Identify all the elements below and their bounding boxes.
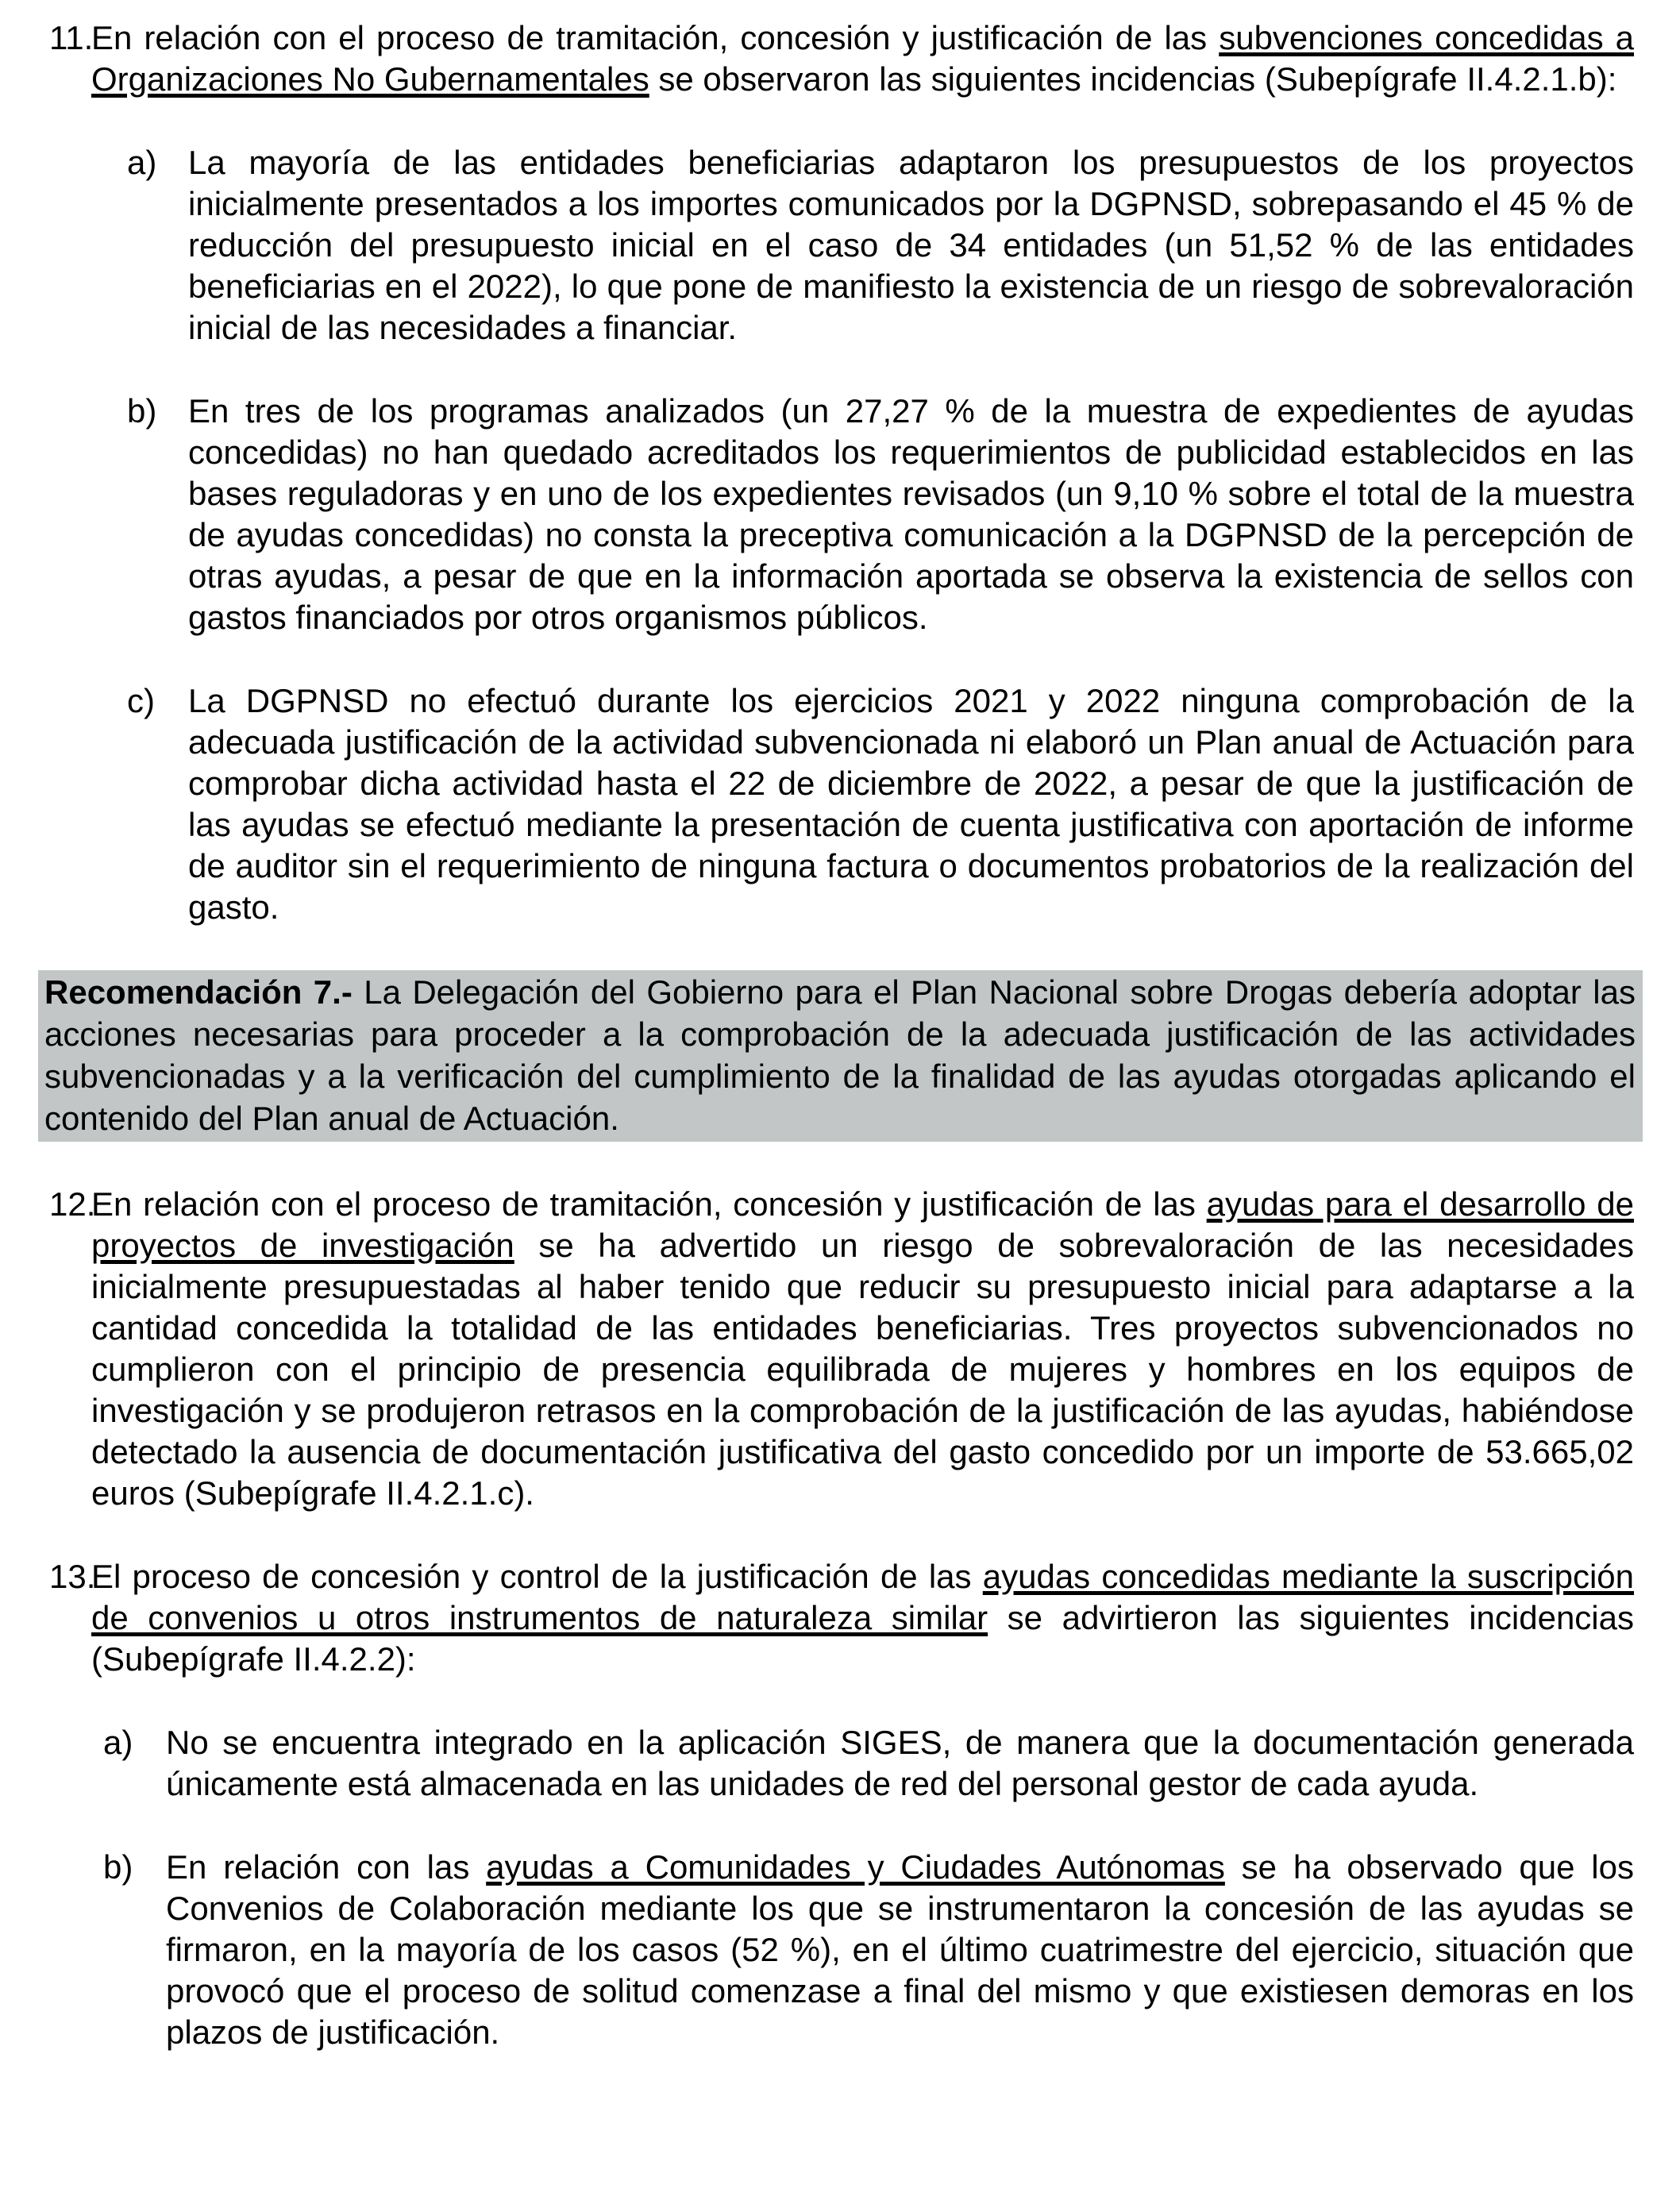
text-segment: En relación con las — [166, 1848, 487, 1886]
text-segment: En relación con el proceso de tramitación, concesión y justificación de las — [91, 1185, 1207, 1223]
finding-11-subitem-b — [127, 391, 1634, 638]
recommendation-7-text — [44, 971, 1636, 1139]
finding-13-subitem-a — [103, 1722, 1634, 1805]
subitem-b-text — [166, 1848, 1634, 2051]
finding-11-paragraph — [49, 17, 1634, 100]
subitem-b-label: b) — [103, 1848, 133, 1886]
subitem-c-text — [188, 682, 1634, 926]
subitem-b-text — [188, 392, 1634, 636]
text-segment: El proceso de concesión y control de la justificación de las — [91, 1558, 983, 1595]
text-segment: La mayoría de las entidades beneficiarias adaptaron los presupuestos de los proyectos inicialmente presentados a los importes comunicados por la DGPNSD, sobrepasando el 45 % de reducción del presupuesto inicial en el caso de 34 entidades (un 51,52 % de las entidades beneficiarias en el 2022), lo que pone de manifiesto la existencia de un riesgo de sobrevaloración inicial de las necesidades a financiar. — [188, 144, 1634, 346]
subitem-a-label: a) — [103, 1724, 133, 1761]
finding-11-number: 11. — [49, 19, 94, 56]
finding-11 — [0, 17, 1680, 928]
text-segment: La Delegación del Gobierno para el Plan Nacional sobre Drogas debería adoptar las acciones necesarias para proceder a la comprobación de la adecuada justificación de las actividades subvencionadas y a la verificación del cumplimiento de la finalidad de las ayudas otorgadas aplicando el contenido del Plan anual de Actuación. — [44, 973, 1636, 1137]
text-segment: se observaron las siguientes incidencias (Subepígrafe II.4.2.1.b): — [649, 60, 1617, 98]
finding-13-text — [91, 1558, 1634, 1678]
subitem-a-text — [166, 1724, 1634, 1802]
recommendation-7-box — [38, 970, 1643, 1142]
finding-13 — [0, 1556, 1680, 2053]
subitem-c-label: c) — [127, 682, 155, 719]
finding-11-subitem-c — [127, 680, 1634, 928]
finding-12 — [0, 1184, 1680, 1514]
text-segment: En tres de los programas analizados (un 27,27 % de la muestra de expedientes de ayudas concedidas) no han quedado acreditados los requerimientos de publicidad establecidos en las bases reguladoras y en uno de los expedientes revisados (un 9,10 % sobre el total de la muestra de ayudas concedidas) no consta la preceptiva comunicación a la DGPNSD de la percepción de otras ayudas, a pesar de que en la información aportada se observa la existencia de sellos con gastos financiados por otros organismos públicos. — [188, 392, 1634, 636]
subitem-b-label: b) — [127, 392, 157, 430]
text-segment: La DGPNSD no efectuó durante los ejercicios 2021 y 2022 ninguna comprobación de la adecuada justificación de la actividad subvencionada ni elaboró un Plan anual de Actuación para comprobar dicha actividad hasta el 22 de diciembre de 2022, a pesar de que la justificación de las ayudas se efectuó mediante la presentación de cuenta justificativa con aportación de informe de auditor sin el requerimiento de ninguna factura o documentos probatorios de la realización del gasto. — [188, 682, 1634, 926]
text-segment: En relación con el proceso de tramitación, concesión y justificación de las — [91, 19, 1220, 56]
subitem-a-text — [188, 144, 1634, 346]
finding-13-paragraph — [49, 1556, 1635, 1680]
finding-13-number: 13. — [49, 1558, 96, 1595]
underlined-phrase: ayudas para el desarrollo de proyectos de investigación — [91, 1185, 1634, 1264]
underlined-phrase: ayudas concedidas mediante la suscripción de convenios u otros instrumentos de naturaleza similar — [91, 1558, 1635, 1636]
subitem-a-label: a) — [127, 144, 157, 181]
finding-11-subitem-a — [127, 142, 1634, 349]
finding-12-paragraph — [49, 1184, 1634, 1514]
finding-12-number: 12. — [49, 1185, 96, 1223]
text-segment: se ha advertido un riesgo de sobrevaloración de las necesidades inicialmente presupuestadas al haber tenido que reducir su presupuesto inicial para adaptarse a la cantidad concedida la totalidad de las entidades beneficiarias. Tres proyectos subvencionados no cumplieron con el principio de presencia equilibrada de mujeres y hombres en los equipos de investigación y se produjeron retrasos en la comprobación de la justificación de las ayudas, habiéndose detectado la ausencia de documentación justificativa del gasto concedido por un importe de 53.665,02 euros (Subepígrafe II.4.2.1.c). — [91, 1227, 1634, 1512]
text-segment: se ha observado que los Convenios de Colaboración mediante los que se instrumentaron la concesión de las ayudas se firmaron, en la mayoría de los casos (52 %), en el último cuatrimestre del ejercicio, situación que provocó que el proceso de solitud comenzase a final del mismo y que existiesen demoras en los plazos de justificación. — [166, 1848, 1634, 2051]
underlined-phrase: subvenciones concedidas a Organizaciones No Gubernamentales — [91, 19, 1634, 98]
bold-label: Recomendación 7.- — [44, 973, 353, 1011]
underlined-phrase: ayudas a Comunidades y Ciudades Autónomas — [486, 1848, 1225, 1886]
text-segment: No se encuentra integrado en la aplicación SIGES, de manera que la documentación generada únicamente está almacenada en las unidades de red del personal gestor de cada ayuda. — [166, 1724, 1634, 1802]
finding-12-text — [91, 1185, 1634, 1512]
finding-13-subitem-b — [103, 1847, 1634, 2053]
text-segment: se advirtieron las siguientes incidencias (Subepígrafe II.4.2.2): — [91, 1599, 1634, 1678]
finding-11-text — [91, 19, 1634, 98]
